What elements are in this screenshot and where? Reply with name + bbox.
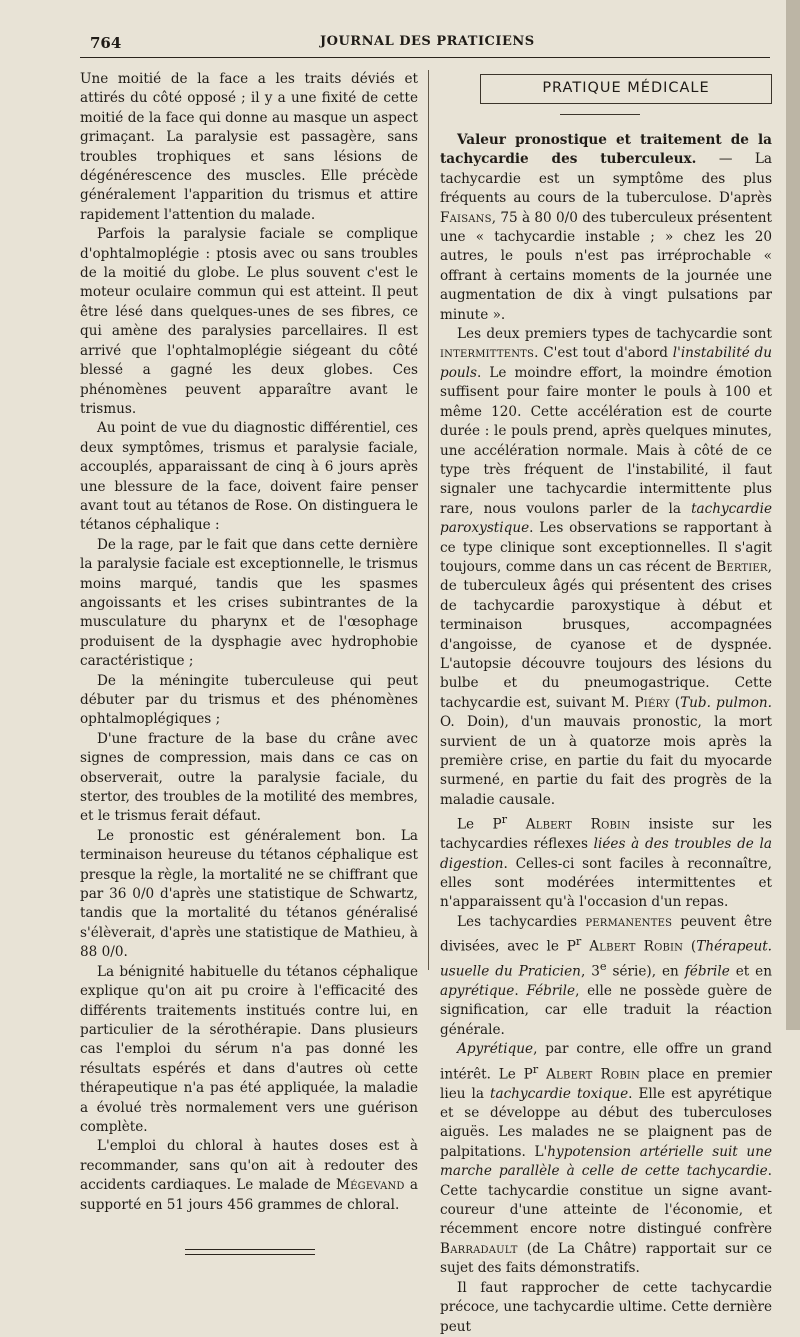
- text-run: . Cette tachycardie constitue un signe avant-coureur d'une atteinte de l'économie, et récemment encore notre distingué confrère: [440, 1163, 772, 1238]
- text-run: insiste sur les tachycardies réflexes: [440, 816, 772, 853]
- text-run: place en premier lieu la: [440, 1066, 772, 1102]
- section-rule: [560, 114, 640, 115]
- text-run: peuvent être divisées, avec le P: [440, 913, 773, 955]
- paragraph: Le pronostic est généralement bon. La terminaison heureuse du tétanos céphalique est presque la règle, la mortalité ne se chiffrant que par 36 0/0 d'après une statistique de Schwartz, tandis que la mortalité du tétanos généralisé s'élèverait, d'après une statistique de Mathieu, à 88 0/0.: [80, 827, 418, 961]
- text-run: r: [501, 812, 508, 827]
- paragraph: Une moitié de la face a les traits déviés et attirés du côté opposé ; il y a une fixité de cette moitié de la face qui donne au masque un aspect grimaçant. La paralysie est passagère, sans troubles trophiques et sans lésions de dégénérescence des muscles. Elle précède généralement l'apparition du trismus et attire rapidement l'attention du malade.: [80, 71, 418, 223]
- text-run: . Le moindre effort, la moindre émotion suffisent pour faire monter le pouls à 100 et même 120. Cette accélération est de courte durée : le pouls prend, après quelques minutes, une accélération normale. Mais à côté de ce type très fréquent de l'instabilité, il faut signaler une tachycardie intermittente plus rare, nous voulons parler de la: [440, 364, 772, 517]
- column-divider: [428, 70, 429, 970]
- section-title-box: [480, 74, 772, 104]
- text-run: Apyrétique: [457, 1041, 534, 1058]
- text-run: a supporté en 51 jours 456 grammes de chloral.: [80, 1177, 419, 1213]
- text-run: Fébrile: [526, 983, 576, 1000]
- text-run: L'emploi du chloral à hautes doses est à recommander, sans qu'on ait à redouter des accidents cardiaques. Le malade de: [80, 1138, 418, 1194]
- text-run: (: [669, 694, 681, 711]
- text-run: .: [514, 983, 527, 1000]
- text-run: — La tachycardie est un symptôme des plus fréquents au cours de la tuberculose. D'après: [440, 151, 772, 207]
- text-run: e: [599, 959, 607, 974]
- text-run: . Celles-ci sont faciles à reconnaître, elles sont modérées intermittentes et n'apparaissent qu'à l'occasion d'un repas.: [440, 855, 772, 911]
- text-run: O. Doin), d'un mauvais pronostic, la mort survient de un à quatorze mois après la première crise, en partie du fait du myocarde surmené, en partie du fait des progrès de la maladie causale.: [440, 714, 772, 808]
- text-run: et en: [729, 963, 772, 980]
- author-name: Faisans: [440, 209, 492, 226]
- author-name: Albert Robin: [581, 938, 684, 955]
- paragraph: [440, 810, 772, 913]
- paragraph: [440, 325, 772, 810]
- text-run: Thérapeut. usuelle du Praticien: [440, 938, 773, 980]
- text-run: série), en: [606, 963, 685, 980]
- text-run: liées à des troubles de la digestion: [440, 836, 772, 872]
- paragraph: Il faut rapprocher de cette tachycardie précoce, une tachycardie ultime. Cette dernière peut: [440, 1279, 772, 1335]
- left-column: [80, 70, 418, 1255]
- text-run: r: [532, 1061, 539, 1076]
- text-run: hypotension artérielle suit une marche parallèle à celle de cette tachycardie: [440, 1143, 772, 1180]
- text-run: intermittents: [440, 345, 535, 362]
- text-run: apyrétique: [440, 983, 515, 1000]
- paragraph: D'une fracture de la base du crâne avec signes de compression, mais dans ce cas on observerait, outre la paralysie faciale, du stertor, des troubles de la motilité des membres, et le trismus ferait défaut.: [80, 730, 418, 825]
- text-run: fébrile: [684, 963, 730, 980]
- text-run: permanentes: [585, 913, 673, 930]
- text-run: Les tachycardies: [457, 913, 586, 930]
- article-title: Valeur pronostique et traitement de la tachycardie des tuberculeux.: [440, 132, 772, 168]
- paragraph: [440, 131, 772, 325]
- paragraph: De la rage, par le fait que dans cette dernière la paralysie faciale est exceptionnelle, le trismus moins marqué, tandis que les spasmes angoissants et les crises subintrantes de la musculature du pharynx et de l'œsophage produisent de la dysphagie avec hydrophobie caractéristique ;: [80, 536, 418, 670]
- text-run: Tub. pulmon.: [680, 694, 772, 711]
- text-run: . C'est tout d'abord: [534, 345, 673, 362]
- text-run: (de La Châtre) rapportait sur ce sujet des faits démonstratifs.: [440, 1240, 772, 1277]
- paragraph: [80, 1137, 418, 1215]
- journal-title: JOURNAL DES PRATICIENS: [320, 34, 535, 49]
- text-run: , de tuberculeux âgés qui présentent des crises de tachycardie paroxystique à début et terminaison brusques, accompagnées d'angoisse, de cyanose et de dyspnée. L'autopsie découvre toujours des lésions du bulbe et du pneumogastrique. Cette tachycardie est, suivant M.: [440, 558, 772, 711]
- paragraph: Au point de vue du diagnostic différentiel, ces deux symptômes, trismus et paralysie faciale, accouplés, apparaissant de cinq à 6 jours après une blessure de la face, doivent faire penser avant tout au tétanos de Rose. On distinguera le tétanos céphalique :: [80, 420, 418, 534]
- author-name: Bertier: [716, 558, 768, 575]
- text-run: tachycardie paroxystique: [440, 500, 772, 537]
- text-run: (: [683, 938, 697, 955]
- paragraph: Parfois la paralysie faciale se complique d'ophtalmoplégie : ptosis avec ou sans troubles de la moitié du globe. Le plus souvent c'est le moteur oculaire commun qui est atteint. Il peut être lésé dans quelques-unes de ses fibres, ce qui amène des paralysies parcellaires. Il est arrivé que l'ophtalmoplégie siégeant du côté blessé a gagné les deux globes. Ces phénomènes peuvent apparaître avant le trismus.: [80, 226, 418, 417]
- paragraph: La bénignité habituelle du tétanos céphalique explique qu'on ait pu croire à l'efficacité des différents traitements institués contre lui, en particulier de la sérothérapie. Dans plusieurs cas l'emploi du sérum n'a pas donné les résultats espérés et dans d'autres où cette thérapeutique n'a pas été appliquée, la maladie a évolué très normalement vers une guérison complète.: [80, 963, 418, 1135]
- paragraph: [440, 913, 772, 1041]
- author-name: Barradault: [440, 1240, 518, 1257]
- author-name: Albert Robin: [538, 1066, 640, 1083]
- text-run: l'instabilité du pouls: [440, 345, 772, 381]
- text-run: r: [575, 934, 582, 949]
- text-run: Le P: [457, 816, 502, 833]
- paragraph: [440, 1040, 772, 1278]
- end-rule: [185, 1249, 315, 1255]
- text-run: , elle ne possède guère de signification, car elle traduit la réaction générale.: [440, 983, 772, 1038]
- text-run: , 3: [580, 963, 600, 980]
- author-name: Albert Robin: [507, 816, 631, 833]
- page-header: [0, 0, 800, 60]
- header-rule: [80, 57, 770, 58]
- text-run: . Elle est apyrétique et se développe au début des tuberculoses aiguës. Les malades ne se plaignent pas de palpitations. L': [440, 1085, 772, 1160]
- text-run: , par contre, elle offre un grand intérêt. Le P: [440, 1041, 772, 1083]
- text-run: . Les observations se rapportant à ce type clinique sont exceptionnelles. Il s'agit toujours, comme dans un cas récent de: [440, 520, 772, 575]
- text-run: Les deux premiers types de tachycardie sont: [457, 326, 772, 343]
- author-name: Mégevand: [336, 1177, 405, 1194]
- text-run: tachycardie toxique: [490, 1085, 629, 1102]
- section-title: PRATIQUE MÉDICALE: [542, 80, 710, 97]
- right-column: [440, 70, 772, 1337]
- page-edge: [786, 0, 800, 1030]
- page-number: 764: [90, 34, 122, 52]
- text-run: , 75 à 80 0/0 des tuberculeux présentent une « tachycardie instable ; » chez les 20 autres, le pouls n'est pas irréprochable « offrant à certains moments de la journée une augmentation de dix à vingt pulsations par minute ».: [440, 209, 772, 323]
- author-name: Piéry: [634, 694, 670, 711]
- paragraph: De la méningite tuberculeuse qui peut débuter par du trismus et des phénomènes ophtalmoplégiques ;: [80, 672, 418, 728]
